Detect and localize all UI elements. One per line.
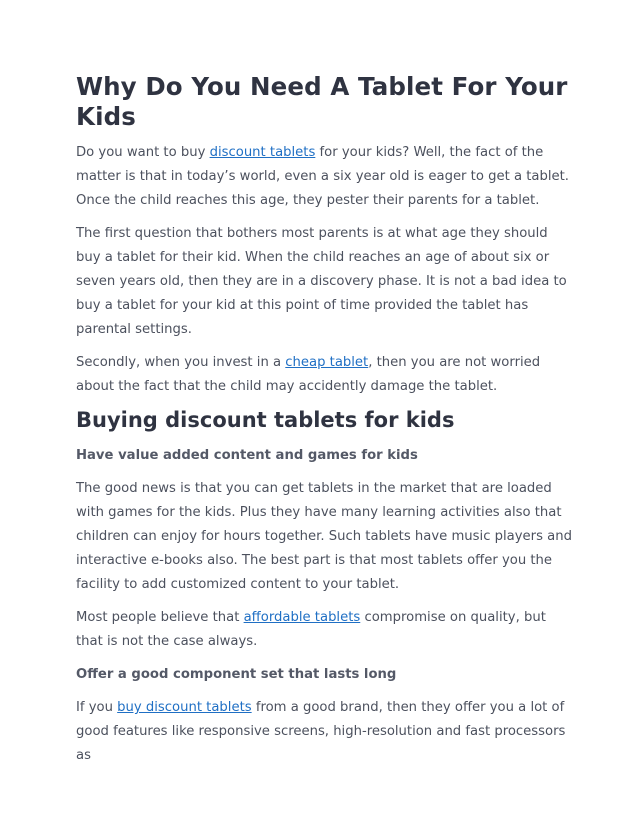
- subheading-components: Offer a good component set that lasts long: [76, 667, 397, 682]
- paragraph-games: The good news is that you can get tablets in the market that are loaded with games for the kids. Plus they have many learning activities also that children can enjoy for hours together. Such tablets have music players and interactive e-books also. The best part is that most tablets offer you the facility to add customized content to your tablet.: [76, 481, 572, 592]
- discount-tablets-link[interactable]: discount tablets: [209, 145, 316, 160]
- page-title: Why Do You Need A Tablet For Your Kids: [76, 72, 568, 131]
- buy-discount-tablets-link[interactable]: buy discount tablets: [117, 700, 252, 715]
- paragraph-text: Most people believe that: [76, 610, 244, 625]
- paragraph-text: from a good brand, then they offer you a lot of good features like responsive screens, high-resolution and fast processors as: [76, 700, 566, 763]
- cheap-tablet-link[interactable]: cheap tablet: [285, 355, 369, 370]
- paragraph-age: The first question that bothers most parents is at what age they should buy a tablet for their kid. When the child reaches an age of about six or seven years old, then they are in a discovery phase. It is not a bad idea to buy a tablet for your kid at this point of time provided the tablet has parental settings.: [76, 226, 567, 337]
- paragraph-text: compromise on quality, but that is not the case always.: [76, 610, 546, 649]
- affordable-tablets-link[interactable]: affordable tablets: [243, 610, 361, 625]
- paragraph-cheap: [76, 351, 576, 399]
- paragraph-text: Secondly, when you invest in a: [76, 355, 286, 370]
- paragraph-text: for your kids? Well, the fact of the matter is that in today’s world, even a six year old is eager to get a tablet. Once the child reaches this age, they pester their parents for a tablet.: [76, 145, 569, 208]
- paragraph-text: , then you are not worried about the fact that the child may accidently damage the tablet.: [76, 355, 541, 394]
- paragraph-intro: [76, 141, 576, 213]
- article: [76, 72, 576, 768]
- subheading-content: Have value added content and games for kids: [76, 448, 418, 463]
- paragraph-brand: [76, 696, 576, 768]
- paragraph-quality: [76, 606, 576, 654]
- section-heading: Buying discount tablets for kids: [76, 408, 455, 432]
- paragraph-text: If you: [76, 700, 118, 715]
- paragraph-text: Do you want to buy: [76, 145, 210, 160]
